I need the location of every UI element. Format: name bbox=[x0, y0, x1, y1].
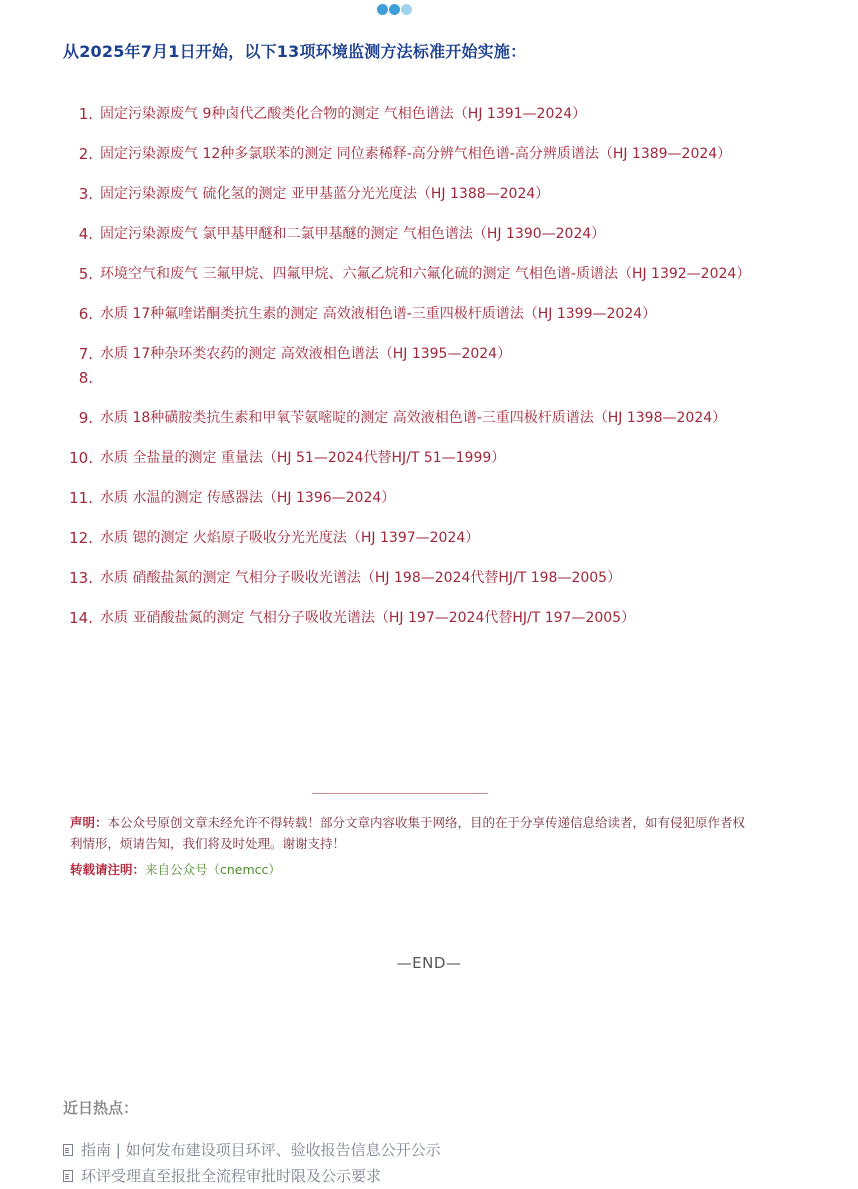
list-item bbox=[63, 366, 753, 390]
list-item-text: 固定污染源废气 氯甲基甲醚和二氯甲基醚的测定 气相色谱法（HJ 1390—2024） bbox=[100, 226, 606, 242]
list-item-number: 9. bbox=[78, 409, 93, 427]
standards-list bbox=[63, 102, 753, 646]
list-item-text: 水质 锶的测定 火焰原子吸收分光光度法（HJ 1397—2024） bbox=[100, 530, 480, 546]
list-item-number: 5. bbox=[78, 265, 93, 283]
list-item bbox=[63, 406, 753, 430]
list-item bbox=[63, 526, 753, 550]
hot-topic-link[interactable] bbox=[63, 1163, 783, 1189]
list-item-number: 14. bbox=[69, 609, 93, 627]
list-item-text: 水质 全盐量的测定 重量法（HJ 51—2024代替HJ/T 51—1999） bbox=[100, 450, 506, 466]
list-item bbox=[63, 302, 753, 326]
list-item-number: 1. bbox=[78, 105, 93, 123]
list-item-text: 水质 17种氟喹诺酮类抗生素的测定 高效液相色谱-三重四极杆质谱法（HJ 1399—2024） bbox=[100, 306, 657, 322]
list-item-number: 13. bbox=[69, 569, 93, 587]
notice-label: 声明： bbox=[70, 815, 108, 830]
list-item-number: 8. bbox=[78, 369, 93, 387]
list-item-number: 12. bbox=[69, 529, 93, 547]
list-item bbox=[63, 486, 753, 510]
list-item bbox=[63, 222, 753, 246]
list-item-text: 环境空气和废气 三氟甲烷、四氟甲烷、六氟乙烷和六氟化硫的测定 气相色谱-质谱法（HJ 1392—2024） bbox=[100, 266, 751, 282]
list-item-text: 水质 18种磺胺类抗生素和甲氧苄氨嘧啶的测定 高效液相色谱-三重四极杆质谱法（HJ 1398—2024） bbox=[100, 410, 727, 426]
article-headline: 从2025年7月1日开始，以下13项环境监测方法标准开始实施： bbox=[63, 42, 527, 61]
decoration-dot bbox=[377, 4, 388, 15]
section-divider bbox=[312, 793, 488, 794]
list-item-text: 水质 17种杂环类农药的测定 高效液相色谱法（HJ 1395—2024） bbox=[100, 346, 512, 362]
list-item bbox=[63, 446, 753, 470]
repost-source: 来自公众号（cnemcc） bbox=[145, 862, 281, 877]
list-item-text: 固定污染源废气 硫化氢的测定 亚甲基蓝分光光度法（HJ 1388—2024） bbox=[100, 186, 550, 202]
end-marker: —END— bbox=[396, 954, 462, 972]
list-item bbox=[63, 102, 753, 126]
list-item-number: 4. bbox=[78, 225, 93, 243]
hot-topic-link[interactable] bbox=[63, 1137, 783, 1163]
list-item bbox=[63, 262, 753, 286]
hot-topics-list bbox=[63, 1137, 783, 1189]
list-item bbox=[63, 606, 753, 630]
list-item-number: 10. bbox=[69, 449, 93, 467]
copyright-notice bbox=[70, 812, 750, 854]
document-icon bbox=[63, 1144, 73, 1156]
hot-topic-text: 指南 | 如何发布建设项目环评、验收报告信息公开公示 bbox=[81, 1141, 441, 1159]
list-item-number: 7. bbox=[78, 345, 93, 363]
decoration-dot bbox=[401, 4, 412, 15]
hot-topic-text: 环评受理直至报批全流程审批时限及公示要求 bbox=[81, 1167, 382, 1185]
document-icon bbox=[63, 1170, 73, 1182]
list-item-number: 3. bbox=[78, 185, 93, 203]
list-item bbox=[63, 342, 753, 366]
hot-topics-title: 近日热点： bbox=[63, 1099, 139, 1117]
list-item-text: 固定污染源废气 12种多氯联苯的测定 同位素稀释-高分辨气相色谱-高分辨质谱法（HJ 1389—2024） bbox=[100, 146, 732, 162]
decoration-dot bbox=[389, 4, 400, 15]
list-item-text: 水质 亚硝酸盐氮的测定 气相分子吸收光谱法（HJ 197—2024代替HJ/T 197—2005） bbox=[100, 610, 636, 626]
repost-note bbox=[70, 859, 281, 880]
list-item-text: 水质 水温的测定 传感器法（HJ 1396—2024） bbox=[100, 490, 396, 506]
list-item bbox=[63, 142, 753, 166]
list-item bbox=[63, 566, 753, 590]
repost-label: 转载请注明： bbox=[70, 862, 146, 877]
list-item-text: 固定污染源废气 9种卤代乙酸类化合物的测定 气相色谱法（HJ 1391—2024） bbox=[100, 106, 587, 122]
list-item-text: 水质 硝酸盐氮的测定 气相分子吸收光谱法（HJ 198—2024代替HJ/T 198—2005） bbox=[100, 570, 622, 586]
list-item-number: 2. bbox=[78, 145, 93, 163]
top-decoration-dots bbox=[377, 4, 413, 16]
list-item bbox=[63, 182, 753, 206]
notice-text: 本公众号原创文章未经允许不得转载！部分文章内容收集于网络，目的在于分享传递信息给读者，如有侵犯原作者权利情形，烦请告知，我们将及时处理。谢谢支持！ bbox=[70, 815, 746, 851]
list-item-number: 6. bbox=[78, 305, 93, 323]
list-item-number: 11. bbox=[69, 489, 93, 507]
